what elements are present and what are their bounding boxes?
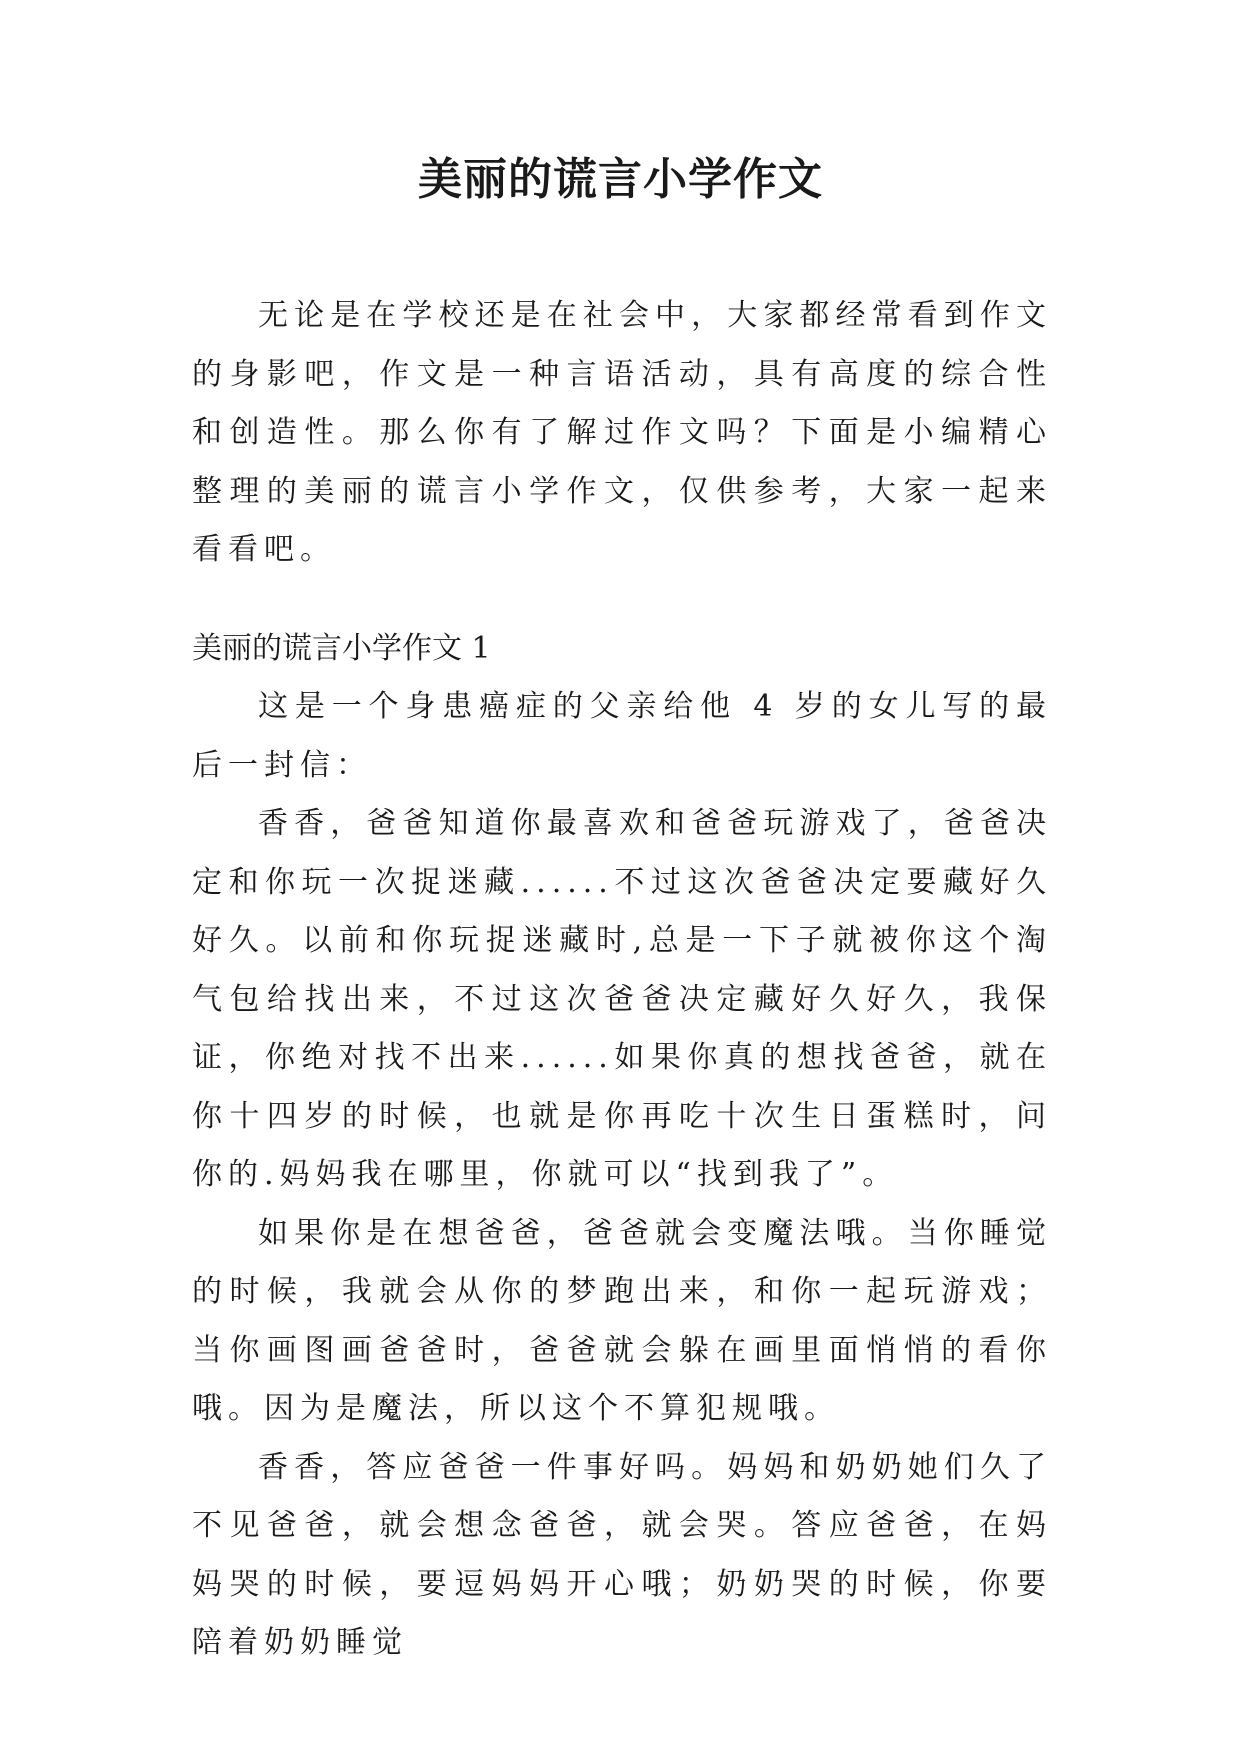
intro-paragraph: 无论是在学校还是在社会中，大家都经常看到作文的身影吧，作文是一种言语活动，具有高度的综合性和创造性。那么你有了解过作文吗？下面是小编精心整理的美丽的谎言小学作文，仅供参考，大家一起来看看吧。 bbox=[192, 298, 1052, 567]
body-paragraph: 如果你是在想爸爸，爸爸就会变魔法哦。当你睡觉的时候，我就会从你的梦跑出来，和你一起玩游戏；当你画图画爸爸时，爸爸就会躲在画里面悄悄的看你哦。因为是魔法，所以这个不算犯规哦。 bbox=[192, 1215, 1052, 1426]
body-paragraph: 香香，答应爸爸一件事好吗。妈妈和奶奶她们久了不见爸爸，就会想念爸爸，就会哭。答应爸爸，在妈妈哭的时候，要逗妈妈开心哦；奶奶哭的时候，你要陪着奶奶睡觉 bbox=[192, 1449, 1052, 1660]
section-heading: 美丽的谎言小学作文 1 bbox=[192, 630, 491, 666]
document-body bbox=[192, 287, 1052, 1673]
document-title: 美丽的谎言小学作文 bbox=[418, 154, 823, 205]
body-paragraph: 香香，爸爸知道你最喜欢和爸爸玩游戏了，爸爸决定和你玩一次捉迷藏......不过这次爸爸决定要藏好久好久。以前和你玩捉迷藏时,总是一下子就被你这个淘气包给找出来，不过这次爸爸决定藏好久好久，我保证，你绝对找不出来......如果你真的想找爸爸，就在你十四岁的时候，也就是你再吃十次生日蛋糕时，问你的.妈妈我在哪里，你就可以“找到我了”。 bbox=[192, 806, 1052, 1192]
body-paragraph: 这是一个身患癌症的父亲给他 4 岁的女儿写的最后一封信： bbox=[192, 689, 1052, 783]
